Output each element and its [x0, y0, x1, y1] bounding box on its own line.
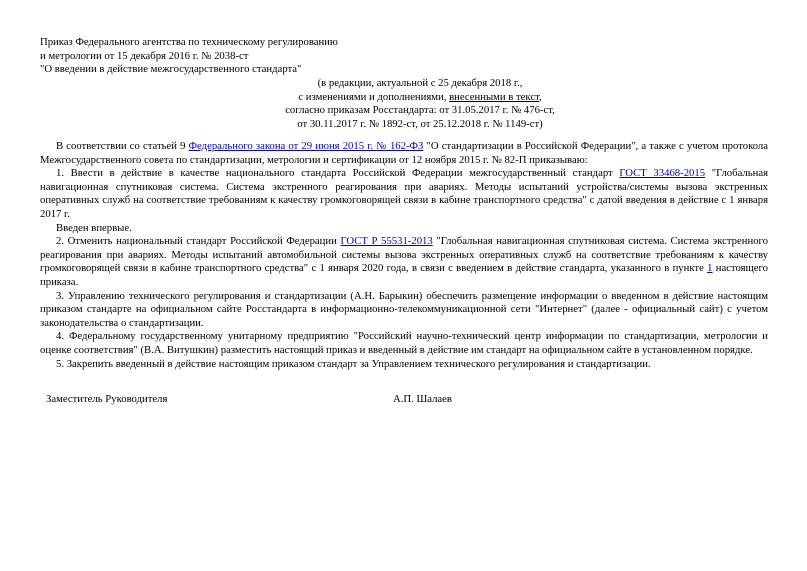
edition-line-2-text: с изменениями и дополнениями,: [298, 90, 450, 103]
item-2-text-a: 2. Отменить национальный стандарт Российской Федерации: [56, 235, 341, 248]
signatory-name: А.П. Шалаев: [393, 393, 452, 405]
header-line-3: "О введении в действие межгосударственного стандарта": [40, 63, 302, 76]
item-2-paragraph: [40, 235, 768, 289]
item-1-text-a: 1. Ввести в действие в качестве национального стандарта Российской Федерации межгосударственный стандарт: [56, 167, 620, 180]
intro-text-a: В соответствии со статьей 9: [56, 140, 189, 152]
item-1-text-b: "Глобальная навигационная спутниковая система. Система экстренного реагирования при авариях. Методы испытаний устройства/системы вызова экстренных оперативных служб на соответствие требованиям к качеству громкоговорящей связи в кабине транспортного средства" с датой введения в действие с 1 января 2017 г.: [40, 167, 768, 220]
edition-line-4: от 30.11.2017 г. № 1892-ст, от 25.12.2018 г. № 1149-ст): [297, 117, 543, 130]
edition-line-2-comma: ,: [538, 90, 542, 103]
item-2-text-c: настоящего приказа.: [40, 262, 768, 288]
item-1-paragraph: [40, 167, 768, 221]
amendments-link[interactable]: внесенными в текст: [449, 90, 539, 103]
gost-r-55531-link[interactable]: ГОСТ Р 55531-2013: [340, 235, 433, 248]
item-2-text-b: "Глобальная навигационная спутниковая система. Система экстренного реагирования при авариях. Методы испытаний автомобильной системы вызова экстренных оперативных служб на соответствие требованиям к качеству громкоговорящей связи в кабине транспортного средства" с 1 января 2020 года, в связи с введением в действие стандарта, указанного в пункте: [40, 235, 769, 275]
document-body: [40, 140, 768, 371]
item-3-paragraph: 3. Управлению технического регулирования и стандартизации (А.Н. Барыкин) обеспечить размещение информации о введенном в действие настоящим приказом стандарте на официальном сайте Росстандарта в информационно-телекоммуникационной сети "Интернет" (далее - официальный сайт) с учетом законодательства о стандартизации.: [40, 289, 768, 329]
item-4-paragraph: 4. Федеральному государственному унитарному предприятию "Российский научно-технический центр информации по стандартизации, метрологии и оценке соответствия" (В.А. Витушкин) разместить настоящий приказ и введенный в действие им стандарт на официальном сайте в установленном порядке.: [40, 330, 768, 356]
intro-paragraph: [40, 140, 768, 167]
signatory-title: Заместитель Руководителя: [46, 393, 168, 405]
item-1-reference-link[interactable]: 1: [707, 262, 713, 275]
edition-line-1: (в редакции, актуальной с 25 декабря 2018 г.,: [317, 77, 523, 89]
federal-law-link[interactable]: Федерального закона от 29 июня 2015 г. № 162-ФЗ: [188, 140, 424, 152]
document-header: [40, 36, 560, 77]
introduced-first-note: Введен впервые.: [56, 221, 132, 234]
header-line-1: Приказ Федерального агентства по техническому регулированию: [40, 36, 338, 48]
header-line-2: и метрологии от 15 декабря 2016 г. № 2038-ст: [40, 49, 249, 62]
edition-note: [220, 77, 620, 131]
item-5-paragraph: 5. Закрепить введенный в действие настоящим приказом стандарт за Управлением технического регулирования и стандартизации.: [56, 357, 651, 370]
edition-line-2: [220, 91, 620, 105]
gost-33468-link[interactable]: ГОСТ 33468-2015: [619, 167, 706, 180]
edition-line-3: согласно приказам Росстандарта: от 31.05.2017 г. № 476-ст,: [285, 104, 555, 117]
intro-text-b: "О стандартизации в Российской Федерации", а также с учетом протокола Межгосударственного совета по стандартизации, метрологии и сертификации от 12 ноября 2015 г. № 82-П приказываю:: [40, 140, 769, 166]
